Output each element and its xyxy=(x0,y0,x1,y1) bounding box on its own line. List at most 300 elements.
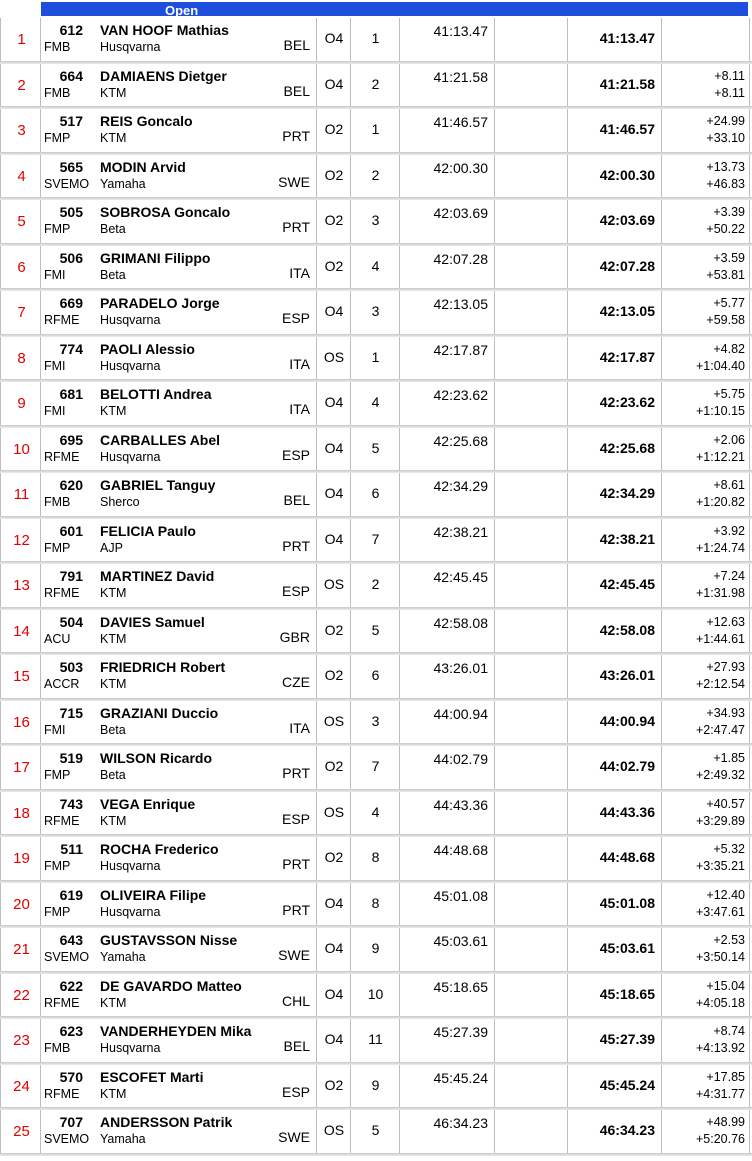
federation: SVEMO xyxy=(44,176,90,191)
class: O4 xyxy=(324,75,344,92)
motorcycle-make: Beta xyxy=(100,768,126,782)
rider-name[interactable]: OLIVEIRA Filipe xyxy=(100,886,207,903)
class: OS xyxy=(323,712,345,729)
gap-previous: +7.24 xyxy=(713,569,745,583)
stage-time: 45:27.39 xyxy=(433,1024,488,1040)
rider-cell xyxy=(41,883,317,926)
motorcycle-make: Husqvarna xyxy=(100,904,161,919)
penalty-cell xyxy=(495,974,568,1017)
federation: RFME xyxy=(44,995,80,1010)
total-cell xyxy=(568,428,662,471)
stage-time: 42:03.69 xyxy=(433,205,488,221)
rider-number: 707 xyxy=(59,1114,83,1130)
motorcycle-make: KTM xyxy=(100,813,127,828)
rider-cell xyxy=(41,519,317,562)
class-rank-cell xyxy=(351,974,400,1017)
rider-name[interactable]: MODIN Arvid xyxy=(100,158,186,175)
rider-number: 643 xyxy=(59,932,83,948)
gap-first: +1:10.15 xyxy=(695,404,745,418)
class-rank-cell xyxy=(351,473,400,516)
gap-previous: +2.53 xyxy=(713,933,745,947)
rider-name[interactable]: ESCOFET Marti xyxy=(100,1068,204,1085)
position: 15 xyxy=(13,668,30,685)
class: O4 xyxy=(324,485,344,501)
gap-first: +1:04.40 xyxy=(695,358,745,373)
time-cell xyxy=(400,18,495,61)
gap-cell xyxy=(662,837,750,880)
table-row xyxy=(0,746,752,792)
gap-first: +3:50.14 xyxy=(695,950,745,964)
total-cell xyxy=(568,18,662,61)
total-time: 45:03.61 xyxy=(599,940,655,956)
position: 19 xyxy=(13,850,30,867)
gap-cell xyxy=(662,974,750,1017)
rider-name[interactable]: BELOTTI Andrea xyxy=(100,386,212,402)
class-cell xyxy=(317,837,351,880)
rider-number: 715 xyxy=(59,704,83,721)
total-time: 42:34.29 xyxy=(599,485,655,501)
gap-cell xyxy=(662,883,750,926)
rider-name[interactable]: FELICIA Paulo xyxy=(100,522,196,539)
total-cell xyxy=(568,610,662,653)
position: 17 xyxy=(13,759,30,776)
class-cell xyxy=(317,155,351,198)
motorcycle-make: KTM xyxy=(100,995,127,1010)
federation: FMI xyxy=(44,722,66,737)
class-rank-cell xyxy=(351,883,400,926)
time-cell xyxy=(400,974,495,1017)
gap-previous: +27.93 xyxy=(706,660,745,674)
time-cell xyxy=(400,837,495,880)
gap-first: +50.22 xyxy=(706,222,745,236)
gap-first: +3:35.21 xyxy=(695,859,745,873)
class-cell xyxy=(317,610,351,653)
rider-number: 622 xyxy=(59,977,83,994)
position: 6 xyxy=(17,258,26,276)
gap-cell xyxy=(662,109,750,152)
stage-time: 42:17.87 xyxy=(433,341,488,358)
class-rank: 4 xyxy=(371,803,380,820)
time-cell xyxy=(400,564,495,607)
class-rank-cell xyxy=(351,564,400,607)
total-cell xyxy=(568,837,662,880)
gap-cell xyxy=(662,1110,750,1153)
rider-name[interactable]: WILSON Ricardo xyxy=(100,750,213,766)
rider-name[interactable]: GRIMANI Filippo xyxy=(100,249,211,266)
nationality: CHL xyxy=(281,992,310,1009)
class-rank: 5 xyxy=(371,1122,380,1138)
total-cell xyxy=(568,382,662,425)
nationality: BEL xyxy=(283,82,310,99)
gap-cell xyxy=(662,473,750,516)
motorcycle-make: Yamaha xyxy=(100,950,146,964)
class-cell xyxy=(317,974,351,1017)
class-rank: 1 xyxy=(371,121,380,137)
federation: FMB xyxy=(44,1041,71,1055)
class-rank: 9 xyxy=(371,1076,380,1093)
rider-number: 681 xyxy=(59,386,83,402)
table-row xyxy=(0,928,752,974)
rider-name[interactable]: PAOLI Alessio xyxy=(100,340,195,357)
gap-first: +46.83 xyxy=(706,176,745,191)
position-cell xyxy=(0,1065,41,1108)
rider-name[interactable]: REIS Goncalo xyxy=(100,113,193,129)
position: 21 xyxy=(13,941,30,958)
time-cell xyxy=(400,1065,495,1108)
total-cell xyxy=(568,64,662,107)
rider-cell xyxy=(41,246,317,289)
position: 20 xyxy=(13,895,30,913)
total-cell xyxy=(568,519,662,562)
class-cell xyxy=(317,928,351,971)
class-rank: 5 xyxy=(371,621,380,638)
penalty-cell xyxy=(495,883,568,926)
class: O4 xyxy=(324,394,344,410)
penalty-cell xyxy=(495,564,568,607)
rider-cell xyxy=(41,792,317,835)
total-time: 45:18.65 xyxy=(599,985,655,1002)
table-row xyxy=(0,610,752,656)
nationality: BEL xyxy=(283,1038,310,1054)
rider-name[interactable]: FRIEDRICH Robert xyxy=(100,659,226,675)
total-cell xyxy=(568,473,662,516)
class-rank-cell xyxy=(351,746,400,789)
class-rank: 9 xyxy=(371,940,380,956)
table-row xyxy=(0,382,752,428)
penalty-cell xyxy=(495,655,568,698)
position: 24 xyxy=(13,1077,30,1095)
table-row xyxy=(0,18,752,64)
rider-name[interactable]: ROCHA Frederico xyxy=(100,841,219,857)
time-cell xyxy=(400,109,495,152)
class: O2 xyxy=(324,257,344,274)
rider-cell xyxy=(41,1110,317,1153)
gap-previous: +3.59 xyxy=(713,250,745,265)
position: 1 xyxy=(17,31,26,48)
time-cell xyxy=(400,928,495,971)
class-rank: 2 xyxy=(371,166,380,183)
time-cell xyxy=(400,610,495,653)
class: O2 xyxy=(324,849,344,865)
gap-first: +5:20.76 xyxy=(695,1132,745,1146)
gap-previous: +1.85 xyxy=(713,751,745,765)
class-rank: 8 xyxy=(371,849,380,865)
total-time: 42:00.30 xyxy=(599,166,655,183)
class-rank-cell xyxy=(351,837,400,880)
stage-time: 45:03.61 xyxy=(433,933,488,949)
total-cell xyxy=(568,291,662,334)
motorcycle-make: KTM xyxy=(100,404,127,418)
gap-previous: +8.61 xyxy=(713,478,745,492)
table-row xyxy=(0,428,752,474)
gap-first: +1:24.74 xyxy=(695,540,745,555)
total-cell xyxy=(568,792,662,835)
rider-number: 505 xyxy=(59,204,83,220)
stage-time: 44:00.94 xyxy=(433,705,488,722)
class-cell xyxy=(317,428,351,471)
stage-time: 42:07.28 xyxy=(433,250,488,267)
rider-cell xyxy=(41,428,317,471)
penalty-cell xyxy=(495,337,568,380)
class-cell xyxy=(317,473,351,516)
gap-cell xyxy=(662,200,750,243)
penalty-cell xyxy=(495,473,568,516)
position: 18 xyxy=(13,804,30,822)
gap-previous: +5.77 xyxy=(713,296,745,310)
rider-cell xyxy=(41,337,317,380)
motorcycle-make: Beta xyxy=(100,722,126,737)
stage-time: 44:48.68 xyxy=(433,842,488,858)
class-cell xyxy=(317,564,351,607)
position: 22 xyxy=(13,986,30,1004)
gap-previous: +5.32 xyxy=(713,842,745,856)
gap-cell xyxy=(662,1065,750,1108)
stage-time: 45:18.65 xyxy=(433,978,488,995)
motorcycle-make: KTM xyxy=(100,586,127,600)
class-rank: 1 xyxy=(371,30,380,46)
nationality: ITA xyxy=(289,355,310,372)
stage-time: 42:45.45 xyxy=(433,569,488,585)
gap-cell xyxy=(662,382,750,425)
total-time: 41:13.47 xyxy=(599,30,655,46)
rider-cell xyxy=(41,746,317,789)
total-cell xyxy=(568,246,662,289)
class: O4 xyxy=(324,439,344,456)
penalty-cell xyxy=(495,746,568,789)
rider-name[interactable]: DE GAVARDO Matteo xyxy=(100,977,242,994)
total-cell xyxy=(568,1065,662,1108)
position-cell xyxy=(0,18,41,61)
gap-previous: +2.06 xyxy=(713,432,745,447)
position-cell xyxy=(0,701,41,744)
rider-name[interactable]: DAMIAENS Dietger xyxy=(100,67,227,84)
stage-time: 42:58.08 xyxy=(433,614,488,631)
table-row xyxy=(0,155,752,201)
rider-cell xyxy=(41,18,317,61)
gap-cell xyxy=(662,928,750,971)
gap-cell xyxy=(662,564,750,607)
motorcycle-make: AJP xyxy=(100,540,123,555)
nationality: ITA xyxy=(289,264,310,281)
position: 23 xyxy=(13,1032,30,1049)
gap-cell xyxy=(662,701,750,744)
nationality: ITA xyxy=(289,719,310,736)
rider-number: 503 xyxy=(59,659,83,675)
rider-name[interactable]: CARBALLES Abel xyxy=(100,431,221,448)
class: O4 xyxy=(324,530,344,547)
rider-number: 504 xyxy=(59,613,83,630)
rider-name[interactable]: PARADELO Jorge xyxy=(100,295,220,311)
penalty-cell xyxy=(495,109,568,152)
time-cell xyxy=(400,200,495,243)
position-cell xyxy=(0,564,41,607)
position-cell xyxy=(0,337,41,380)
federation: FMB xyxy=(44,85,71,100)
nationality: GBR xyxy=(279,628,310,645)
gap-cell xyxy=(662,155,750,198)
table-row xyxy=(0,519,752,565)
rider-name[interactable]: ANDERSSON Patrik xyxy=(100,1114,233,1130)
rider-name[interactable]: VAN HOOF Mathias xyxy=(100,22,229,38)
time-cell xyxy=(400,428,495,471)
class-rank: 7 xyxy=(371,758,380,774)
penalty-cell xyxy=(495,18,568,61)
time-cell xyxy=(400,883,495,926)
class-rank: 4 xyxy=(371,257,380,274)
class-cell xyxy=(317,109,351,152)
position-cell xyxy=(0,155,41,198)
rider-number: 664 xyxy=(59,67,83,84)
table-row xyxy=(0,291,752,337)
gap-first: +4:05.18 xyxy=(695,995,745,1010)
class-cell xyxy=(317,1110,351,1153)
table-row xyxy=(0,974,752,1020)
motorcycle-make: KTM xyxy=(100,1086,127,1101)
rider-number: 511 xyxy=(60,841,83,857)
gap-first: +53.81 xyxy=(706,267,745,282)
class-rank: 3 xyxy=(371,712,380,729)
rider-number: 774 xyxy=(59,340,83,357)
class-rank-cell xyxy=(351,155,400,198)
gap-previous: +40.57 xyxy=(706,796,745,811)
rider-name[interactable]: GUSTAVSSON Nisse xyxy=(100,932,238,948)
class: O2 xyxy=(324,166,344,183)
federation: ACCR xyxy=(44,677,80,691)
rider-number: 565 xyxy=(59,158,83,175)
rider-name[interactable]: SOBROSA Goncalo xyxy=(100,204,231,220)
class-header-band xyxy=(41,2,748,16)
total-cell xyxy=(568,974,662,1017)
class-rank: 6 xyxy=(371,667,380,683)
class-rank-cell xyxy=(351,1110,400,1153)
motorcycle-make: Sherco xyxy=(100,495,140,509)
stage-time: 45:45.24 xyxy=(433,1069,488,1086)
rider-cell xyxy=(41,155,317,198)
class-header xyxy=(0,0,752,18)
gap-previous: +34.93 xyxy=(706,705,745,720)
federation: RFME xyxy=(44,813,80,828)
federation: RFME xyxy=(44,449,80,464)
rider-name[interactable]: MARTINEZ David xyxy=(100,568,215,584)
nationality: ITA xyxy=(289,401,310,417)
gap-previous: +4.82 xyxy=(713,341,745,356)
rider-name[interactable]: GABRIEL Tanguy xyxy=(100,477,216,493)
position: 4 xyxy=(17,167,26,185)
class-rank-cell xyxy=(351,64,400,107)
rider-name[interactable]: DAVIES Samuel xyxy=(100,613,205,630)
gap-first: +3:29.89 xyxy=(695,813,745,828)
position: 8 xyxy=(17,349,26,367)
class-rank-cell xyxy=(351,655,400,698)
motorcycle-make: Yamaha xyxy=(100,176,146,191)
rider-name[interactable]: VEGA Enrique xyxy=(100,795,196,812)
class-header-title: Open xyxy=(165,3,199,18)
gap-cell xyxy=(662,519,750,562)
rider-number: 570 xyxy=(59,1068,83,1085)
class: O4 xyxy=(324,985,344,1002)
class-rank: 2 xyxy=(371,576,380,592)
gap-previous: +48.99 xyxy=(706,1115,745,1129)
table-row xyxy=(0,564,752,610)
time-cell xyxy=(400,64,495,107)
table-row xyxy=(0,473,752,519)
rider-name[interactable]: VANDERHEYDEN Mika xyxy=(100,1023,252,1039)
penalty-cell xyxy=(495,519,568,562)
time-cell xyxy=(400,1019,495,1062)
position-cell xyxy=(0,974,41,1017)
nationality: PRT xyxy=(282,765,310,781)
gap-previous: +15.04 xyxy=(706,978,745,993)
total-cell xyxy=(568,200,662,243)
nationality: PRT xyxy=(282,537,310,554)
position: 7 xyxy=(17,304,26,321)
motorcycle-make: KTM xyxy=(100,85,127,100)
time-cell xyxy=(400,291,495,334)
federation: SVEMO xyxy=(44,950,90,964)
stage-time: 42:34.29 xyxy=(433,478,488,494)
class: OS xyxy=(323,576,345,592)
position: 5 xyxy=(17,213,26,230)
stage-time: 43:26.01 xyxy=(433,660,488,676)
rider-cell xyxy=(41,473,317,516)
total-cell xyxy=(568,564,662,607)
gap-first: +2:49.32 xyxy=(695,768,745,782)
federation: FMP xyxy=(44,540,71,555)
total-cell xyxy=(568,1019,662,1062)
table-row xyxy=(0,337,752,383)
gap-first: +4:13.92 xyxy=(695,1041,745,1055)
table-row xyxy=(0,64,752,110)
total-time: 42:45.45 xyxy=(599,576,655,592)
class: O4 xyxy=(324,303,344,319)
stage-time: 41:46.57 xyxy=(433,114,488,130)
class: O4 xyxy=(324,1031,344,1047)
penalty-cell xyxy=(495,246,568,289)
stage-time: 42:25.68 xyxy=(433,432,488,449)
class: O2 xyxy=(324,121,344,137)
position-cell xyxy=(0,655,41,698)
total-time: 42:03.69 xyxy=(599,212,655,228)
rider-name[interactable]: GRAZIANI Duccio xyxy=(100,704,219,721)
gap-first: +1:12.21 xyxy=(695,449,745,464)
gap-first: +2:12.54 xyxy=(695,677,745,691)
class-cell xyxy=(317,337,351,380)
class-rank: 11 xyxy=(368,1031,383,1047)
class-rank: 2 xyxy=(371,75,380,92)
position: 9 xyxy=(17,395,26,412)
rider-cell xyxy=(41,382,317,425)
rider-number: 506 xyxy=(59,249,83,266)
nationality: ESP xyxy=(281,446,310,463)
federation: FMB xyxy=(44,495,71,509)
class-rank: 8 xyxy=(371,894,380,911)
time-cell xyxy=(400,382,495,425)
class: O2 xyxy=(324,212,344,228)
total-time: 41:21.58 xyxy=(599,75,655,92)
class-rank-cell xyxy=(351,519,400,562)
class-rank: 4 xyxy=(371,394,380,410)
position-cell xyxy=(0,519,41,562)
penalty-cell xyxy=(495,1110,568,1153)
class-rank-cell xyxy=(351,200,400,243)
rider-cell xyxy=(41,1065,317,1108)
total-time: 42:38.21 xyxy=(599,530,655,547)
total-cell xyxy=(568,746,662,789)
class-rank-cell xyxy=(351,428,400,471)
nationality: ESP xyxy=(281,310,310,326)
gap-previous: +5.75 xyxy=(713,387,745,401)
penalty-cell xyxy=(495,428,568,471)
